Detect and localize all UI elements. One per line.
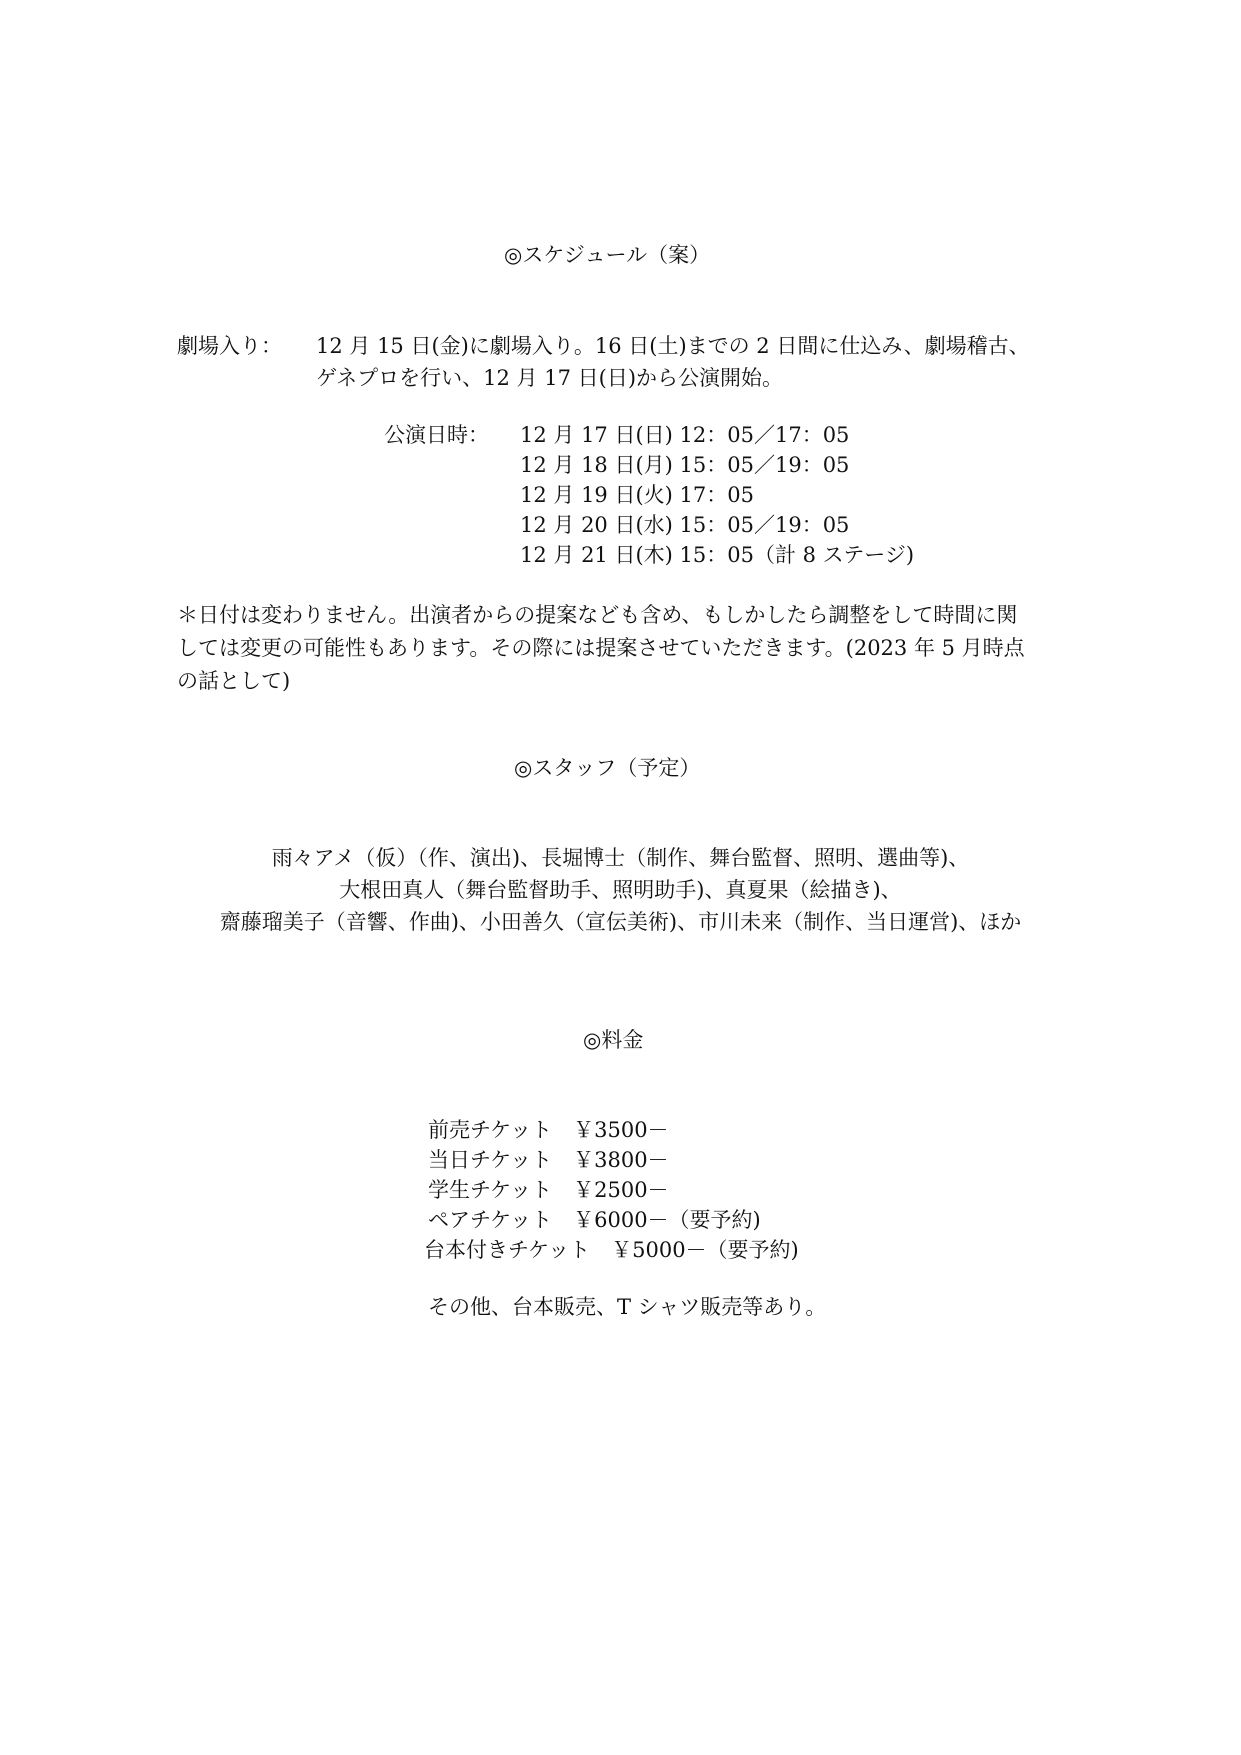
pricing-heading: ◎料金 (583, 1028, 644, 1052)
theater-entry-line-1: 12 月 15 日(金)に劇場入り。16 日(土)までの 2 日間に仕込み、劇場稽古、 (316, 334, 1030, 358)
schedule-note-line-2: しては変更の可能性もあります。その際には提案させていただきます。(2023 年 5 月時点 (177, 636, 1025, 660)
performance-date-5: 12 月 21 日(木) 15：05（計 8 ステージ) (520, 543, 915, 567)
staff-heading: ◎スタッフ（予定） (514, 756, 701, 780)
theater-entry-line-2: ゲネプロを行い、12 月 17 日(日)から公演開始。 (316, 366, 784, 390)
staff-line-3: 齋藤瑠美子（音響、作曲)、小田善久（宣伝美術)、市川未来（制作、当日運営)、ほか (219, 910, 1022, 934)
performance-date-3: 12 月 19 日(火) 17：05 (520, 483, 754, 507)
performance-date-1: 12 月 17 日(日) 12：05／17：05 (520, 423, 850, 447)
theater-entry-label: 劇場入り： (177, 334, 282, 358)
performance-date-4: 12 月 20 日(水) 15：05／19：05 (520, 513, 850, 537)
performance-label: 公演日時： (384, 423, 489, 447)
staff-line-1: 雨々アメ（仮）（作、演出)、長堀博士（制作、舞台監督、照明、選曲等)、 (271, 846, 970, 870)
schedule-heading: ◎スケジュール（案） (504, 243, 711, 267)
schedule-note-line-1: ＊日付は変わりません。出演者からの提案なども含め、もしかしたら調整をして時間に関 (177, 603, 1018, 627)
staff-line-2: 大根田真人（舞台監督助手、照明助手)、真夏果（絵描き)、 (339, 878, 902, 902)
ticket-with-script: 台本付きチケット ￥5000－（要予約) (424, 1238, 799, 1262)
pricing-other-note: その他、台本販売、T シャツ販売等あり。 (428, 1295, 827, 1319)
performance-date-2: 12 月 18 日(月) 15：05／19：05 (520, 453, 850, 477)
schedule-note-line-3: の話として) (177, 669, 291, 693)
ticket-door: 当日チケット ￥3800－ (428, 1148, 669, 1172)
ticket-pair: ペアチケット ￥6000－（要予約) (428, 1208, 761, 1232)
ticket-student: 学生チケット ￥2500－ (428, 1178, 669, 1202)
ticket-advance: 前売チケット ￥3500－ (428, 1118, 669, 1142)
